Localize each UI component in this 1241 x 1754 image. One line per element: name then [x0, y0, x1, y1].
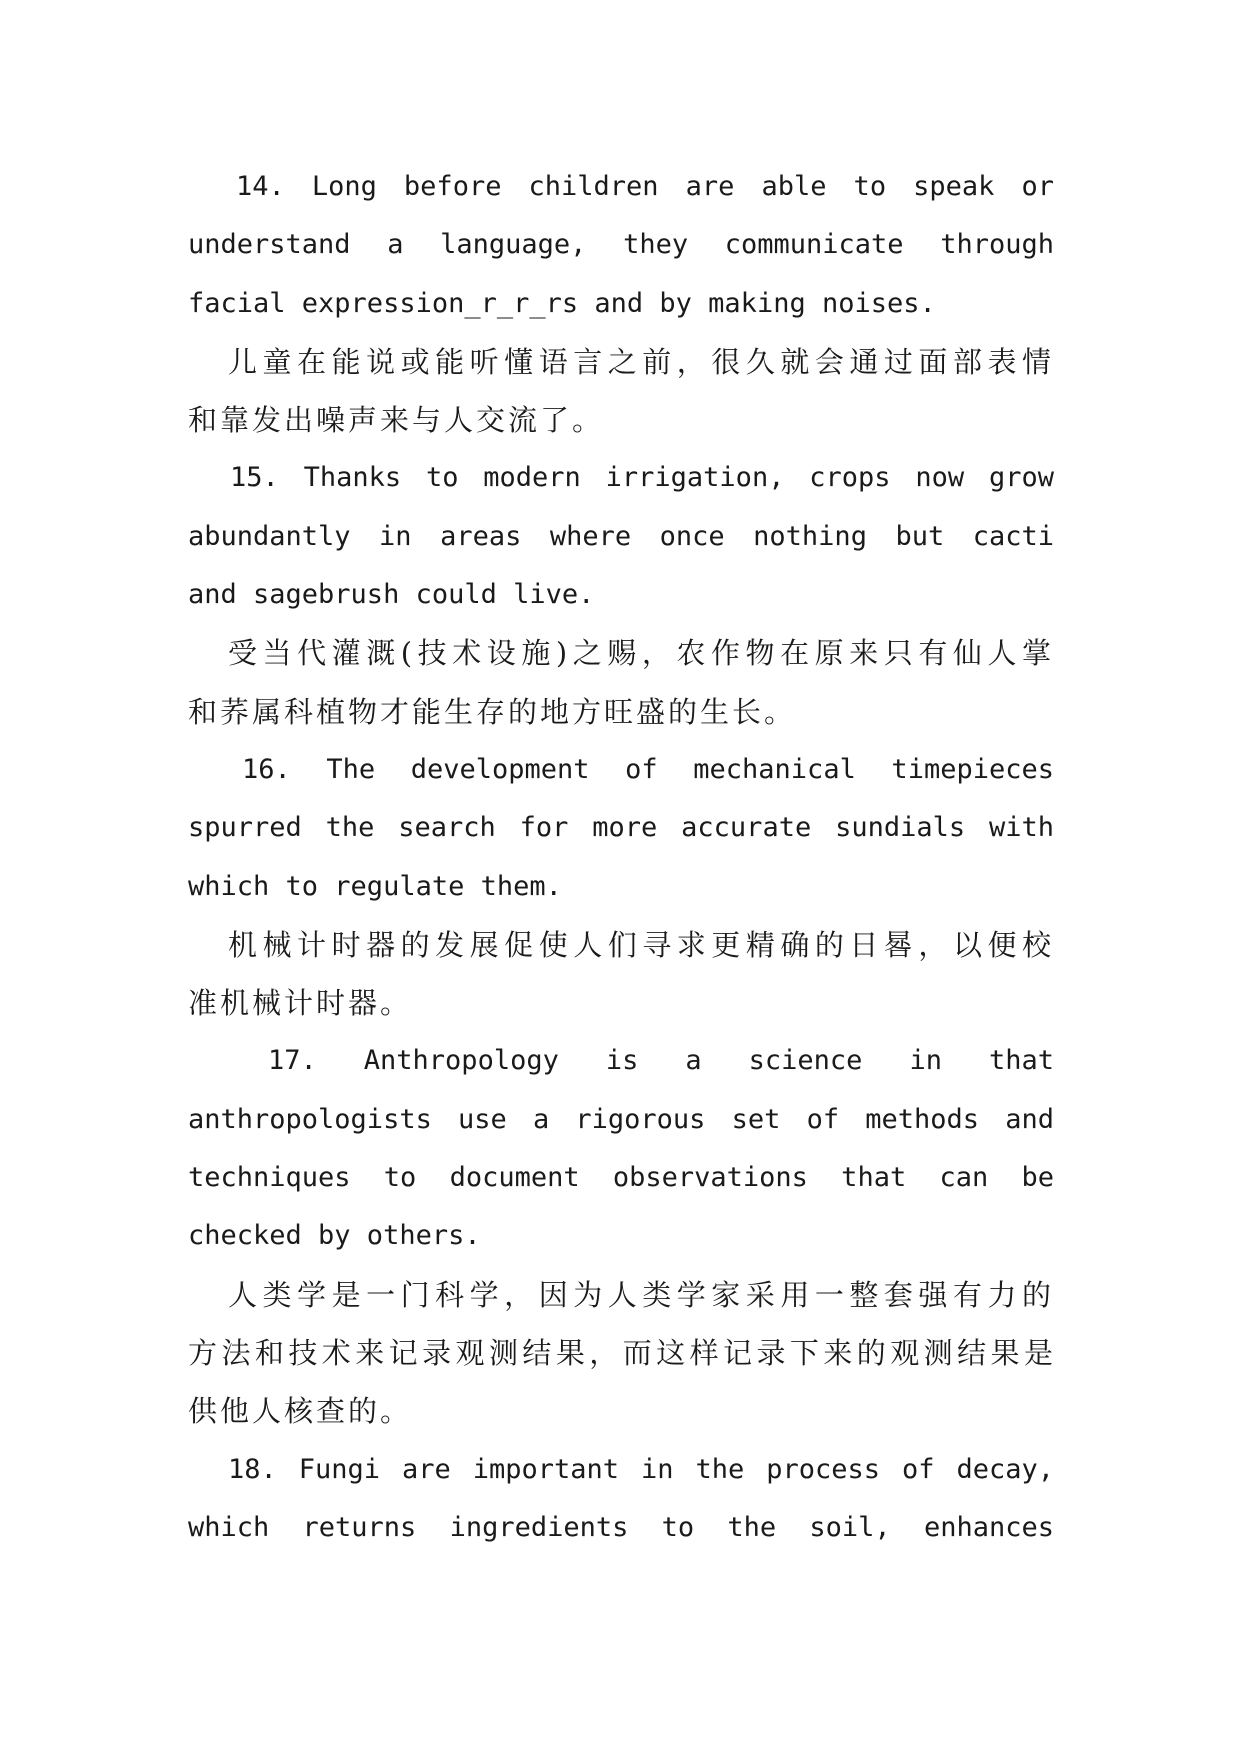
text-line: which to regulate them.: [188, 870, 562, 902]
text-line: 准机械计时器。: [188, 986, 413, 1021]
text-line: 方法和技术来记录观测结果，而这样记录下来的观测结果是: [188, 1335, 1054, 1370]
text-line: 和荞属科植物才能生存的地方旺盛的生长。: [188, 694, 797, 729]
text-line: 17. Anthropology is a science in that: [268, 1045, 1054, 1077]
text-line: 人类学是一门科学，因为人类学家采用一整套强有力的: [228, 1277, 1054, 1312]
text-line: understand a language, they communicate through: [188, 229, 1054, 261]
text-line: anthropologists use a rigorous set of methods and: [188, 1103, 1054, 1135]
text-line: spurred the search for more accurate sundials with: [188, 812, 1054, 844]
text-line: 供他人核查的。: [188, 1394, 413, 1429]
text-line: facial expression_r_r_rs and by making noises.: [188, 287, 936, 319]
text-line: 机械计时器的发展促使人们寻求更精确的日晷，以便校: [228, 927, 1054, 962]
text-line: 儿童在能说或能听懂语言之前，很久就会通过面部表情: [228, 344, 1054, 379]
text-line: 和靠发出噪声来与人交流了。: [188, 403, 605, 438]
text-line: checked by others.: [188, 1220, 481, 1252]
text-line: 受当代灌溉(技术设施)之赐，农作物在原来只有仙人掌: [228, 636, 1054, 671]
text-line: 14. Long before children are able to speak or: [236, 171, 1054, 202]
text-line: 16. The development of mechanical timepieces: [242, 753, 1054, 785]
text-line: abundantly in areas where once nothing but cacti: [188, 520, 1054, 552]
text-line: 15. Thanks to modern irrigation, crops now grow: [230, 462, 1054, 494]
text-line: 18. Fungi are important in the process of decay,: [228, 1453, 1054, 1485]
text-line: techniques to document observations that can be: [188, 1162, 1054, 1194]
document-body: [188, 158, 1054, 1557]
text-line: which returns ingredients to the soil, enhances: [188, 1511, 1054, 1543]
text-line: and sagebrush could live.: [188, 579, 595, 611]
